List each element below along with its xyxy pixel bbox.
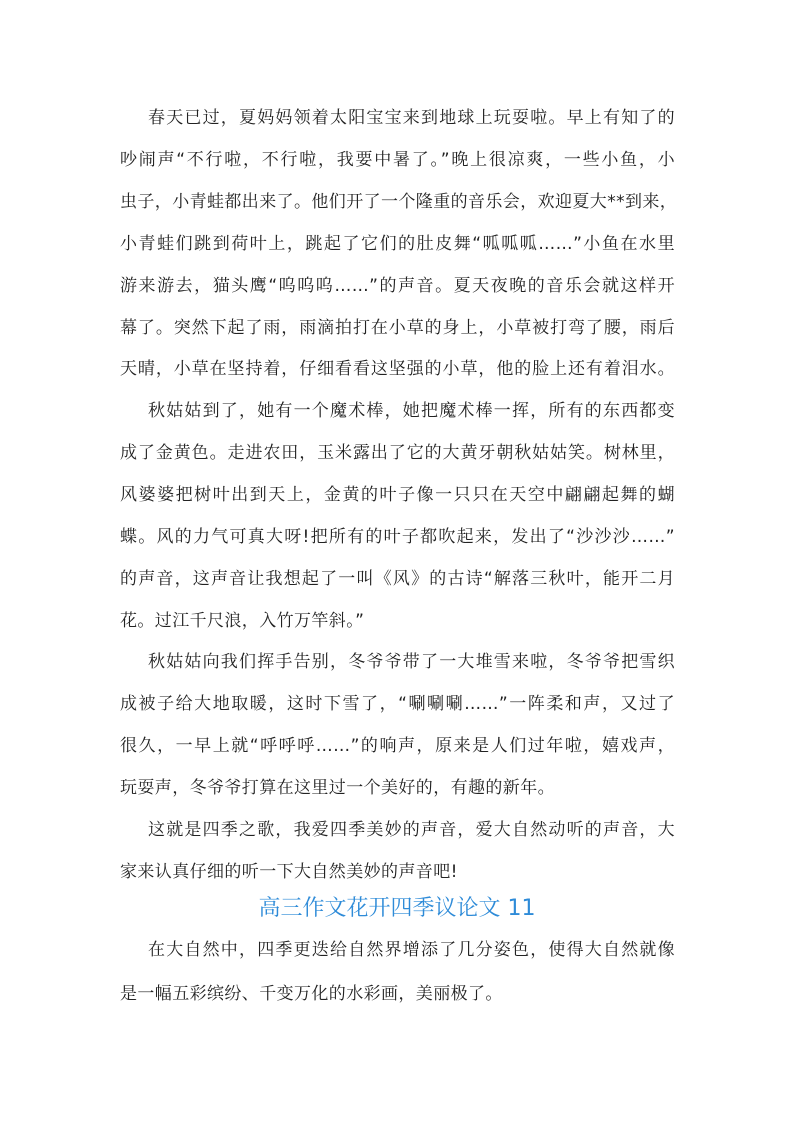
paragraph-line: 玩耍声，冬爷爷打算在这里过一个美好的，有趣的新年。: [120, 778, 555, 798]
paragraph-line: 秋姑姑到了，她有一个魔术棒，她把魔术棒一挥，所有的东西都变: [148, 401, 675, 421]
section-heading: 高三作文花开四季议论文 11: [258, 896, 536, 921]
paragraph-line: 的声音，这声音让我想起了一叫《风》的古诗“解落三秋叶，能开二月: [120, 569, 675, 589]
paragraph-line: 天晴，小草在坚持着，仔细看看这坚强的小草，他的脸上还有着泪水。: [120, 359, 675, 379]
paragraph-line: 花。过江千尺浪，入竹万竿斜。”: [120, 611, 365, 631]
paragraph-line: 成了金黄色。走进农田，玉米露出了它的大黄牙朝秋姑姑笑。树林里，: [120, 443, 675, 463]
paragraph-line: 蝶。风的力气可真大呀!把所有的叶子都吹起来，发出了“沙沙沙……”: [120, 527, 675, 547]
paragraph-line: 幕了。突然下起了雨，雨滴拍打在小草的身上，小草被打弯了腰，雨后: [120, 318, 675, 338]
paragraph-line: 成被子给大地取暖，这时下雪了，“唰唰唰……”一阵柔和声，又过了: [120, 694, 675, 714]
paragraph-line: 虫子，小青蛙都出来了。他们开了一个隆重的音乐会，欢迎夏大**到来，: [120, 192, 678, 212]
paragraph-line: 很久，一早上就“呼呼呼……”的响声，原来是人们过年啦，嬉戏声，: [120, 736, 675, 756]
paragraph-line: 小青蛙们跳到荷叶上，跳起了它们的肚皮舞“呱呱呱……”小鱼在水里: [120, 234, 675, 254]
paragraph-line: 是一幅五彩缤纷、千变万化的水彩画，美丽极了。: [120, 984, 503, 1004]
paragraph-line: 家来认真仔细的听一下大自然美妙的声音吧!: [120, 862, 458, 882]
paragraph-line: 这就是四季之歌，我爱四季美妙的声音，爱大自然动听的声音，大: [148, 820, 675, 840]
paragraph-line: 游来游去，猫头鹰“呜呜呜……”的声音。夏天夜晚的音乐会就这样开: [120, 276, 675, 296]
paragraph-line: 吵闹声“不行啦，不行啦，我要中暑了。”晚上很凉爽，一些小鱼，小: [120, 150, 675, 170]
paragraph-line: 风婆婆把树叶出到天上，金黄的叶子像一只只在天空中翩翩起舞的蝴: [120, 485, 675, 505]
paragraph-line: 春天已过，夏妈妈领着太阳宝宝来到地球上玩耍啦。早上有知了的: [148, 108, 675, 128]
paragraph-line: 在大自然中，四季更迭给自然界增添了几分姿色，使得大自然就像: [148, 940, 675, 960]
paragraph-line: 秋姑姑向我们挥手告别，冬爷爷带了一大堆雪来啦，冬爷爷把雪织: [148, 652, 675, 672]
